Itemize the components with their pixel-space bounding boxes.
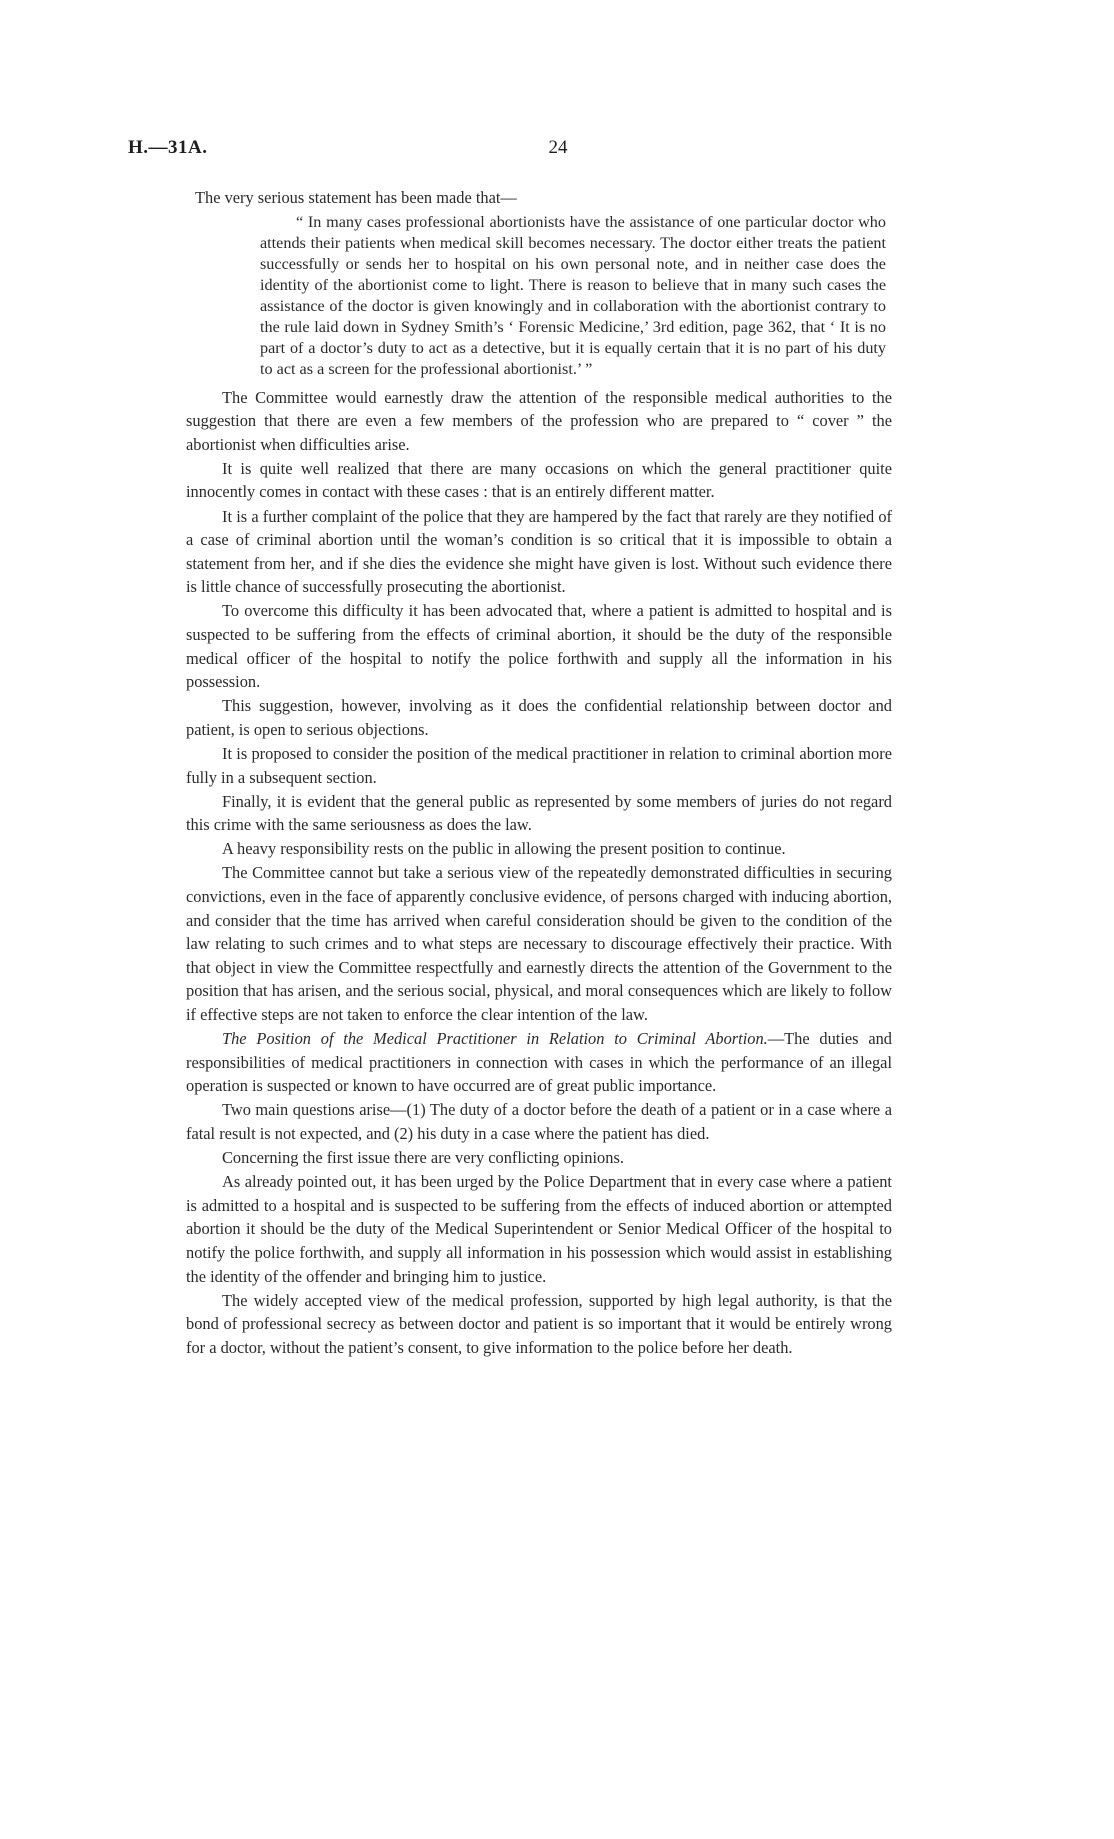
paragraph: A heavy responsibility rests on the public in allowing the present position to continue.: [222, 839, 786, 859]
section-heading: The Position of the Medical Practitioner in Relation to Criminal Abortion.: [222, 1029, 768, 1049]
paragraph: The Committee cannot but take a serious view of the repeatedly demonstrated difficulties in securing convictions, even in the face of apparently conclusive evidence, of persons charged with inducing abortion, and consider that the time has arrived when careful consideration should be given to the condition of the law relating to such crimes and to what steps are necessary to discourage effectively their practice. With that object in view the Committee respectfully and earnestly directs the attention of the Government to the position that has arisen, and the serious social, physical, and moral consequences which are likely to follow if effective steps are not taken to enforce the clear intention of the law.: [186, 863, 892, 1025]
section-paragraph: [186, 1027, 892, 1098]
document-reference: H.—31A.: [128, 137, 208, 158]
page-header: [128, 137, 988, 167]
paragraph: Two main questions arise—(1) The duty of a doctor before the death of a patient or in a case where a fatal result is not expected, and (2) his duty in a case where the patient has died.: [186, 1100, 892, 1143]
body-text: [186, 186, 892, 1359]
page-number: 24: [548, 137, 568, 158]
paragraph: It is a further complaint of the police that they are hampered by the fact that rarely are they notified of a case of criminal abortion until the woman’s condition is so critical that it is impossible to obtain a statement from her, and if she dies the evidence she might have given is lost. Without such evidence there is little chance of successfully prosecuting the abortionist.: [186, 506, 892, 597]
paragraph: To overcome this difficulty it has been advocated that, where a patient is admitted to hospital and is suspected to be suffering from the effects of criminal abortion, it should be the duty of the responsible medical officer of the hospital to notify the police forthwith and supply all the information in his possession.: [186, 601, 892, 692]
paragraph: It is quite well realized that there are many occasions on which the general practitioner quite innocently comes in contact with these cases : that is an entirely different matter.: [186, 458, 892, 502]
paragraph: Concerning the first issue there are very conflicting opinions.: [222, 1148, 624, 1168]
intro-paragraph: The very serious statement has been made that—: [195, 188, 517, 207]
paragraph: The Committee would earnestly draw the attention of the responsible medical authorities to the suggestion that there are even a few members of the profession who are prepared to “ cover ” the abortionist when difficulties arise.: [186, 387, 892, 454]
paragraph: This suggestion, however, involving as it does the confidential relationship between doctor and patient, is open to serious objections.: [186, 696, 892, 739]
paragraph: The widely accepted view of the medical profession, supported by high legal authority, is that the bond of professional secrecy as between doctor and patient is so important that it would be entirely wrong for a doctor, without the patient’s consent, to give information to the police before her death.: [186, 1290, 892, 1357]
block-quote: “ In many cases professional abortionists have the assistance of one particular doctor who attends their patients when medical skill becomes necessary. The doctor either treats the patient successfully or sends her to hospital on his own personal note, and in neither case does the identity of the abortionist come to light. There is reason to believe that in many such cases the assistance of the doctor is given knowingly and in collaboration with the abortionist contrary to the rule laid down in Sydney Smith’s ‘ Forensic Medicine,’ 3rd edition, page 362, that ‘ It is no part of a doctor’s duty to act as a detective, but it is equally certain that it is no part of his duty to act as a screen for the professional abortionist.’ ”: [260, 212, 886, 378]
paragraph: It is proposed to consider the position of the medical practitioner in relation to criminal abortion more fully in a subsequent section.: [186, 744, 892, 787]
paragraph: Finally, it is evident that the general public as represented by some members of juries do not regard this crime with the same seriousness as does the law.: [186, 791, 892, 835]
section-lead-text: —The duties and responsibilities of medical practitioners in connection with cases in which the performance of an illegal operation is suspected or known to have occurred are of great public importance.: [186, 1029, 892, 1096]
paragraph: As already pointed out, it has been urged by the Police Department that in every case where a patient is admitted to a hospital and is suspected to be suffering from the effects of induced abortion or attempted abortion it should be the duty of the Medical Superintendent or Senior Medical Officer of the hospital to notify the police forthwith, and supply all information in his possession which would assist in establishing the identity of the offender and bringing him to justice.: [186, 1172, 892, 1286]
